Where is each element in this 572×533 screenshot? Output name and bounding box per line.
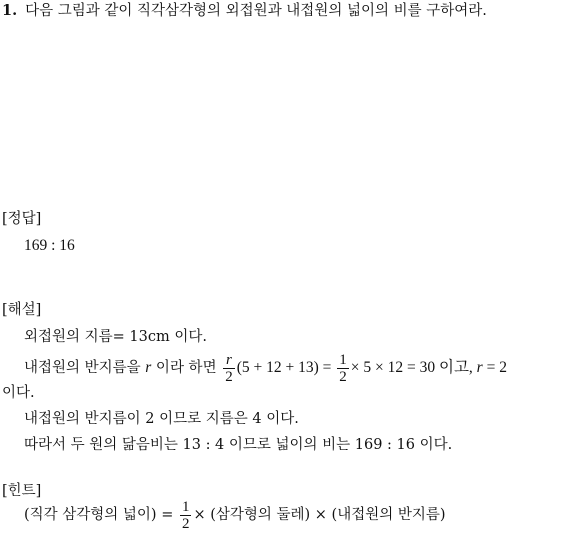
hint-frac-denominator: 2 <box>181 515 190 532</box>
question-line <box>2 2 487 20</box>
answer-value: 169 : 16 <box>24 237 75 254</box>
frac1-numerator: r <box>223 352 235 369</box>
line2-tail: = 2 <box>482 359 507 376</box>
frac2-numerator: 1 <box>339 351 347 368</box>
hint-heading: [힌트] <box>2 483 42 499</box>
figure-area <box>0 30 572 200</box>
explanation-line-1 <box>24 328 207 346</box>
explanation-line-1-text: 외접원의 지름= 13cm 이다. <box>24 329 207 345</box>
line2-fraction-r-over-2 <box>223 352 235 385</box>
explanation-heading: [해설] <box>2 302 42 318</box>
explanation-line-3: 이다. <box>2 385 35 401</box>
line2-prefix: 내접원의 반지름을 <box>24 360 146 376</box>
frac1-denominator: 2 <box>225 368 233 385</box>
hint-line <box>24 497 446 533</box>
line2-fraction-half <box>337 352 349 385</box>
frac2-denominator: 2 <box>339 368 347 385</box>
line2-mid: 이라 하면 <box>151 360 222 376</box>
explanation-line-4: 내접원의 반지름이 2 이므로 지름은 4 이다. <box>24 411 299 427</box>
hint-suffix: × (삼각형의 둘레) × (내접원의 반지름) <box>193 507 446 523</box>
hint-frac-numerator: 1 <box>181 498 190 515</box>
explanation-line-5: 따라서 두 원의 닮음비는 13 : 4 이므로 넓이의 비는 169 : 16 이다. <box>24 437 453 453</box>
hint-fraction-half <box>180 499 192 532</box>
explanation-line-2 <box>24 350 507 386</box>
answer-heading: [정답] <box>2 211 42 227</box>
question-text: 다음 그림과 같이 직각삼각형의 외접원과 내접원의 넓이의 비를 구하여라. <box>25 3 487 19</box>
line2-expr2: × 5 × 12 = 30 이고, <box>350 359 477 376</box>
question-number: 1. <box>2 2 18 19</box>
line2-expr1: (5 + 12 + 13) = <box>236 359 336 376</box>
line2-var-r: r <box>145 359 152 376</box>
hint-prefix: (직각 삼각형의 넓이) = <box>24 507 178 523</box>
line2-var-r2: r <box>476 359 483 376</box>
